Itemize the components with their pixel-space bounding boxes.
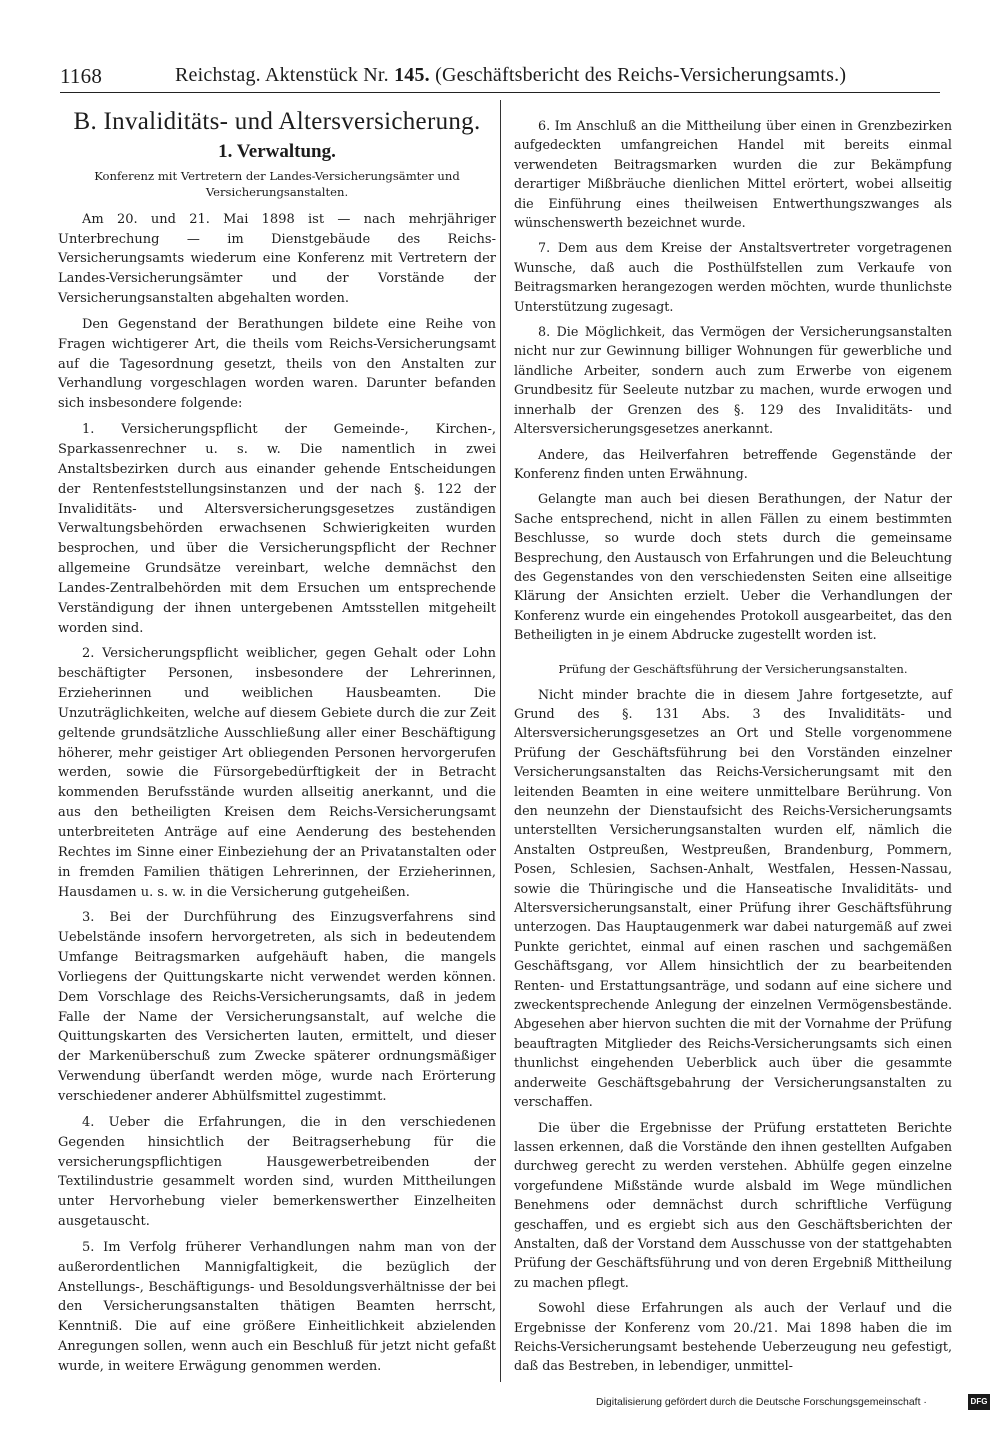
paragraph: Andere, das Heilverfahren betreffende Gegenstände der Konferenz finden unten Erwähnung. bbox=[514, 446, 952, 481]
paragraph: 2. Versicherungspflicht weiblicher, gegen Gehalt oder Lohn beschäftigter Personen, insbesondere der Lehrerinnen, Erzieherinnen und weiblichen Hausbeamten. Die Unzuträglichkeiten, welche auf diesem Gebiete durch die zur Zeit geltende grundsätzliche Ausschließung aller einer Beschäftigung höherer, mehr geistiger Art obliegenden Personen hervorgerufen werden, sowie die Fürsorgebedürftigkeit der in Betracht kommenden Berufsstände wurden allseitig anerkannt, und die aus den betheiligten Kreisen dem Reichs-Versicherungsamt unterbreiteten Anträge auf eine Aenderung des bestehenden Rechtes im Sinne einer Einbeziehung der an Privatanstalten oder in fremden Familien thätigen Lehrerinnen, der Erzieherinnen, Hausdamen u. s. w. in die Versicherung gutgeheißen. bbox=[58, 646, 496, 900]
page-number: 1168 bbox=[60, 64, 103, 88]
paragraph: Sowohl diese Erfahrungen als auch der Verlauf und die Ergebnisse der Konferenz vom 20./21. Mai 1898 haben die im Reichs-Versicherungsamt bestehende Ueberzeugung neu gefestigt, daß das Bestreben, in lebendiger, unmittel- bbox=[514, 1300, 952, 1374]
paragraph: 8. Die Möglichkeit, das Vermögen der Versicherungsanstalten nicht nur zur Gewinnung billiger Wohnungen für gewerbliche und ländliche Arbeiter, sondern auch zum Erwerbe von eigenem Grundbesitz für Seeleute nutzbar zu machen, wurde erwogen und innerhalb der Grenzen des §. 129 des Invaliditäts- und Altersversicherungsgesetzes anerkannt. bbox=[514, 324, 952, 437]
conference-heading: Konferenz mit Vertretern der Landes-Versicherungsämter und Versicherungsanstalten. bbox=[94, 168, 460, 199]
paragraph: 1. Versicherungspflicht der Gemeinde-, Kirchen-, Sparkassenrechner u. s. w. Die namentlich in zwei Anstaltsbezirken durch aus einander gehende Entscheidungen der Rentenfeststellungsinstanzen und der nach §. 122 der Invaliditäts- und Altersversicherungsgesetzes zuständigen Verwaltungsbehörden erwachsenen Schwierigkeiten wurden besprochen, und über die Versicherungspflicht der Rechner allgemeine Grundsätze vereinbart, welche demnächst den Landes-Zentralbehörden mit dem Ersuchen um entsprechende Verständigung der ihnen untergebenen Amtsstellen mitgeheilt worden sind. bbox=[58, 422, 496, 636]
subsection-title: 1. Verwaltung. bbox=[218, 140, 336, 162]
section-title: B. Invaliditäts- und Altersversicherung. bbox=[73, 108, 481, 135]
left-column bbox=[58, 108, 496, 1377]
audit-heading: Prüfung der Geschäftsführung der Versicherungsanstalten. bbox=[558, 661, 908, 676]
header-title-suffix: (Geschäftsbericht des Reichs-Versicherungsamts.) bbox=[435, 64, 847, 86]
footer-text: Digitalisierung gefördert durch die Deutsche Forschungsgemeinschaft · bbox=[596, 1396, 927, 1408]
paragraph: Gelangte man auch bei diesen Berathungen, der Natur der Sache entsprechend, nicht in allen Fällen zu einem bestimmten Beschlusse, so wurde doch stets durch die gemeinsame Besprechung, den Austausch von Erfahrungen und die Beleuchtung des Gegenstandes von den verschiedensten Seiten eine allseitige Klärung der Ansichten erzielt. Ueber die Verhandlungen der Konferenz wurde ein eingehendes Protokoll ausgearbeitet, das den Betheiligten in je einem Abdrucke zugestellt worden ist. bbox=[514, 491, 952, 643]
paragraph: Am 20. und 21. Mai 1898 ist — nach mehrjähriger Unterbrechung — im Dienstgebäude des Reichs-Versicherungsamts wiederum eine Konferenz mit Vertretern der Landes-Versicherungsämter und der Vorstände der Versicherungsanstalten abgehalten worden. bbox=[58, 211, 496, 307]
paragraph: 7. Dem aus dem Kreise der Anstaltsvertreter vorgetragenen Wunsche, daß auch die Posthülfstellen zum Verkaufe von Beitragsmarken herangezogen werden möchten, wurde thunlichste Unterstützung zugesagt. bbox=[514, 240, 952, 314]
header-title-prefix: Reichstag. Aktenstück Nr. bbox=[175, 64, 389, 86]
paragraph: 4. Ueber die Erfahrungen, die in den verschiedenen Gegenden hinsichtlich der Beitragserhebung für die versicherungspflichtigen Hausgewerbetreibenden der Textilindustrie gesammelt worden sind, wurden Mittheilungen unter Hervorhebung vieler bemerkenswerther Einzelheiten ausgetauscht. bbox=[58, 1114, 496, 1230]
paragraph: Den Gegenstand der Berathungen bildete eine Reihe von Fragen wichtigerer Art, die theils vom Reichs-Versicherungsamt auf die Tagesordnung gesetzt, theils von den Anstalten zur Verhandlung vorgeschlagen worden waren. Darunter befanden sich insbesondere folgende: bbox=[58, 316, 496, 412]
paragraph: 6. Im Anschluß an die Mittheilung über einen in Grenzbezirken aufgedeckten umfangreichen Handel mit bereits einmal verwendeten Beitragsmarken wurden die zur Bekämpfung derartiger Mißbräuche dienlichen Mittel erörtert, wobei allseitig die Einführung eines theilweisen Entwerthungszwanges als wünschenswerth bezeichnet wurde. bbox=[514, 118, 952, 231]
dfg-logo: DFG bbox=[968, 1394, 990, 1410]
digitization-footer bbox=[596, 1393, 996, 1415]
right-column bbox=[514, 116, 952, 1376]
header-title bbox=[175, 64, 846, 87]
column-divider bbox=[500, 100, 501, 1382]
header-rule bbox=[60, 92, 940, 93]
paragraph: 5. Im Verfolg früherer Verhandlungen nahm man von der außerordentlichen Mannigfaltigkeit, die bezüglich der Anstellungs-, Beschäftigungs- und Besoldungsverhältnisse der bei den Versicherungsanstalten thätigen Beamten herrscht, Kenntniß. Die auf eine größere Einheitlichkeit abzielenden Anregungen sollen, wenn auch ein Beschluß für jetzt nicht gefaßt wurde, in weitere Erwägung genommen werden. bbox=[58, 1239, 496, 1374]
paragraph: Die über die Ergebnisse der Prüfung erstatteten Berichte lassen erkennen, daß die Vorstände den ihnen gestellten Aufgaben durchweg gerecht zu werden verstehen. Abhülfe gegen einzelne vorgefundene Mißstände wurde alsbald im Wege mündlichen Benehmens oder demnächst durch schriftliche Verfügung geschaffen, und es ergiebt sich aus den Geschäftsberichten der Anstalten, daß der Vorstand dem Ausschusse von der stattgehabten Prüfung der Geschäftsführung und von deren Ergebniß Mittheilung zu machen pflegt. bbox=[514, 1119, 952, 1290]
aktenstueck-number: 145. bbox=[394, 64, 430, 86]
running-header bbox=[55, 58, 945, 92]
paragraph: 3. Bei der Durchführung des Einzugsverfahrens sind Uebelstände insofern hervorgetreten, als sich in bedeutendem Umfange Beitragsmarken aufgehäuft haben, die mangels Vorliegens der Quittungskarte nicht verwendet werden können. Dem Vorschlage des Reichs-Versicherungsamts, daß in jedem Falle der Name der Versicherungsanstalt, auf welche die Quittungskarten des Versicherten lauten, ermittelt, und dieser der Markenüberschuß zum Zwecke späterer ordnungsmäßiger Verwendung überſandt werden möge, wurde nach Erörterung verschiedener anderer Abhülfsmittel zugestimmt. bbox=[58, 910, 496, 1104]
paragraph: Nicht minder brachte die in diesem Jahre fortgesetzte, auf Grund des §. 131 Abs. 3 des Invaliditäts- und Altersversicherungsgesetzes an Ort und Stelle vorgenommene Prüfung der Geschäftsführung bei den Vorständen einzelner Versicherungsanstalten das Reichs-Versicherungsamt mit den leitenden Beamten in eine weitere unmittelbare Berührung. Von den neunzehn der Dienstaufsicht des Reichs-Versicherungsamts unterstellten Versicherungsanstalten wurden elf, nämlich die Anstalten Ostpreußen, Westpreußen, Brandenburg, Pommern, Posen, Schlesien, Sachsen-Anhalt, Westfalen, Hessen-Nassau, sowie die Thüringische und die Hanseatische Invaliditäts- und Altersversicherungsanstalt, einer Prüfung ihrer Geschäftsführung unterzogen. Das Hauptaugenmerk war dabei naturgemäß auf zwei Punkte gerichtet, einmal auf einen raschen und sachgemäßen Geschäftsgang, vor Allem hinsichtlich der zu bearbeitenden Renten- und Erstattungsanträge, und sodann auf eine sichere und zweckentsprechende Anlegung der einzelnen Vermögensbestände. Abgesehen aber hiervon suchten die mit der Vornahme der Prüfung beauftragten Mitglieder des Reichs-Versicherungsamts sich einen thunlichst eingehenden Ueberblick auch über die gesammte anderweite Geschäftsgebahrung der Versicherungsanstalten zu verschaffen. bbox=[514, 686, 952, 1110]
